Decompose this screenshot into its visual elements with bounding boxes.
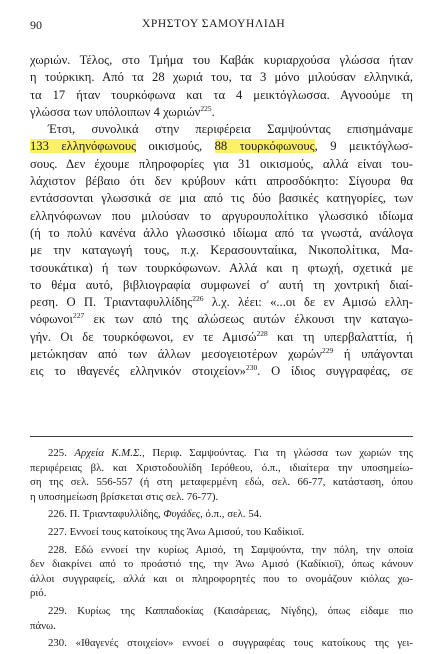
footnote-line	[30, 507, 413, 522]
footnote-line: 227. Εννοεί τους κατοίκους της Άνω Αμισού, του Καδίκιοϊ.	[48, 525, 305, 538]
text-fragment: .	[211, 104, 215, 119]
text-line: τσουκάτικα) ή των τουρκόφωνων. Αλλά και η φτωχή, σχετικά με	[30, 260, 413, 275]
text-fragment: οικισμούς,	[136, 139, 215, 154]
text-line: Έτσι, συνολικά στην περιφέρεια Σαμψούντας επισημάναμε	[48, 122, 413, 137]
text-fragment: λ.χ. λέει: «...οι δε εν Αμισώ ελλη-	[203, 295, 413, 310]
footnote-227	[30, 525, 413, 540]
footnote-ref-229[interactable]: 229	[321, 346, 334, 356]
footnote-229	[30, 604, 413, 633]
paragraph-2	[30, 121, 413, 380]
footnote-line: άλλοι συγγραφείς, αλλά και οι πληροφορητές που το ονομάζουν κιόλας χω-	[30, 572, 413, 585]
footnote-ref-225[interactable]: 225	[200, 103, 212, 113]
footnote-line: 229. Κυρίως της Καππαδοκίας (Καισάρειας, Νίγδης), όπως είδαμε πιο	[48, 604, 413, 617]
footnote-divider	[30, 436, 413, 437]
footnote-line: πάνω.	[30, 619, 56, 632]
text-line: το θέμα αυτό, βιβλιογραφία συμφωνεί σ' αυτή τη χοντρική διαί-	[30, 277, 413, 292]
footnote-225	[30, 446, 413, 504]
text-fragment: μετώκησαν από των άλλων μεσογειοτέρων χωρών	[30, 347, 322, 362]
text-line	[30, 329, 413, 346]
text-fragment: ρεση. Ο Π. Τριανταφυλλίδης	[30, 295, 193, 310]
footnote-ref-230[interactable]: 230	[245, 363, 258, 373]
footnote-line: περιφέρειας βλ. και Χριστοδουλίδη Ιερόθεου, ό.π., ιδιαίτερα την υποσημείω-	[30, 461, 413, 474]
page-header	[30, 18, 410, 36]
text-fragment: εις το ιθαγενές ελληνικόν στοιχείον»	[30, 364, 246, 379]
running-head: ΧΡΗΣΤΟΥ ΣΑΜΟΥΗΛΙΔΗ	[142, 18, 286, 30]
main-text	[30, 52, 413, 381]
footnote-ref-226[interactable]: 226	[192, 294, 204, 304]
footnotes	[30, 446, 413, 654]
text-line: με την καταγωγή τους, π.χ. Κερασουνταίικα, Νικοπολίτικα, Μα-	[30, 243, 413, 258]
text-line: σους. Δεν έχουμε πληροφορίες για 31 οικισμούς, αλλά είναι του-	[30, 156, 413, 171]
text-line: εντάσσονται γλωσσικά σε μια από τις δύο βασικές κατηγορίες, των	[30, 191, 413, 206]
citation-title: Αρχεία Κ.Μ.Σ.	[74, 447, 143, 459]
text-fragment: ή υπάγονται	[333, 347, 413, 362]
text-line: η τούρκικη. Από τα 28 χωριά του, τα 3 μόνο μιλούσαν ελληνικά,	[30, 70, 413, 85]
text-fragment: και τη υπερβαλαττία, ή	[267, 329, 413, 344]
text-fragment: γλώσσα των υπόλοιπων 4 χωριών	[30, 104, 201, 119]
text-line	[30, 104, 413, 121]
text-line: χωριών. Τέλος, στο Τμήμα του Καβάκ κυριαρχούσα γλώσσα ήταν	[30, 53, 413, 67]
text-line	[30, 363, 413, 380]
footnote-line: 230. «Ιθαγενές στοιχείον» εννοεί ο συγγραφέας τους κατοίκους της γει-	[48, 637, 413, 650]
text-fragment: γήν. Οι δε τουρκόφωνοι, εν τε Αμισώ	[30, 329, 257, 344]
text-line	[30, 138, 413, 155]
footnote-line: ριό.	[30, 587, 47, 600]
footnote-228	[30, 543, 413, 601]
page-number: 90	[30, 18, 42, 32]
text-line: (ή το πολύ κανένα άλλο γλωσσικό ιδίωμα από τα γνωστά, ανάλογα	[30, 225, 413, 240]
footnote-line	[30, 446, 413, 461]
footnote-line: 228. Εδώ εννοεί την κυρίως Αμισό, τη Σαμψούντα, την πόλη, την οποία	[48, 543, 413, 556]
citation-title: Φυγάδες	[163, 508, 201, 521]
footnote-number: 225.	[48, 447, 75, 459]
highlight-turkish-speaking: 88 τουρκόφωνους	[214, 139, 315, 154]
footnote-line: η υποσημείωση βρίσκεται στις σελ. 76-77).	[30, 490, 219, 503]
text-line: ελληνόφωνων που μιλούσαν το αργυρουπολίτικο γλωσσικό ιδίωμα	[30, 208, 413, 223]
text-fragment: 226. Π. Τριανταφυλλίδης,	[48, 508, 164, 521]
text-line	[30, 346, 413, 363]
text-fragment: νόφωνοι	[30, 312, 73, 327]
footnote-226	[30, 507, 413, 522]
text-line	[30, 311, 413, 328]
text-line: τα 17 ήταν τουρκόφωνα και τα 4 μεικτόγλωσσα. Αγνοούμε τη	[30, 87, 413, 102]
paragraph-1	[30, 52, 413, 121]
text-fragment: , ό.π., σελ. 54.	[200, 508, 262, 521]
footnote-line: δεν διακρίνει από το προάστιό της, την Άνω Αμισό (Καδίκιοϊ), όπως κάνουν	[30, 558, 413, 571]
text-line: λάχιστον βέβαιο ότι δεν κρύβουν κάτι απροσδόκητο: Σίγουρα θα	[30, 174, 413, 189]
highlight-greek-speaking: 133 ελληνόφωνους	[30, 139, 137, 154]
text-fragment: , 9 μεικτόγλωσ-	[314, 139, 413, 154]
footnote-ref-227[interactable]: 227	[72, 311, 85, 321]
text-fragment: . Ο ίδιος συγγραφέας, σε	[257, 364, 413, 379]
footnote-230	[30, 636, 413, 651]
text-fragment: , Περιφ. Σαμψούντας. Για τη γλώσσα των χωριών της	[142, 447, 414, 459]
text-fragment: εκ των από της αλώσεως αυτών έλκουσι την καταγω-	[84, 312, 413, 327]
text-line	[30, 294, 413, 311]
footnote-ref-228[interactable]: 228	[256, 328, 268, 338]
footnote-line: ση της σελ. 556-557 (ή στη μεταφερμένη εδώ, σελ. 66-77, κατάσταση, όπου	[30, 476, 413, 489]
